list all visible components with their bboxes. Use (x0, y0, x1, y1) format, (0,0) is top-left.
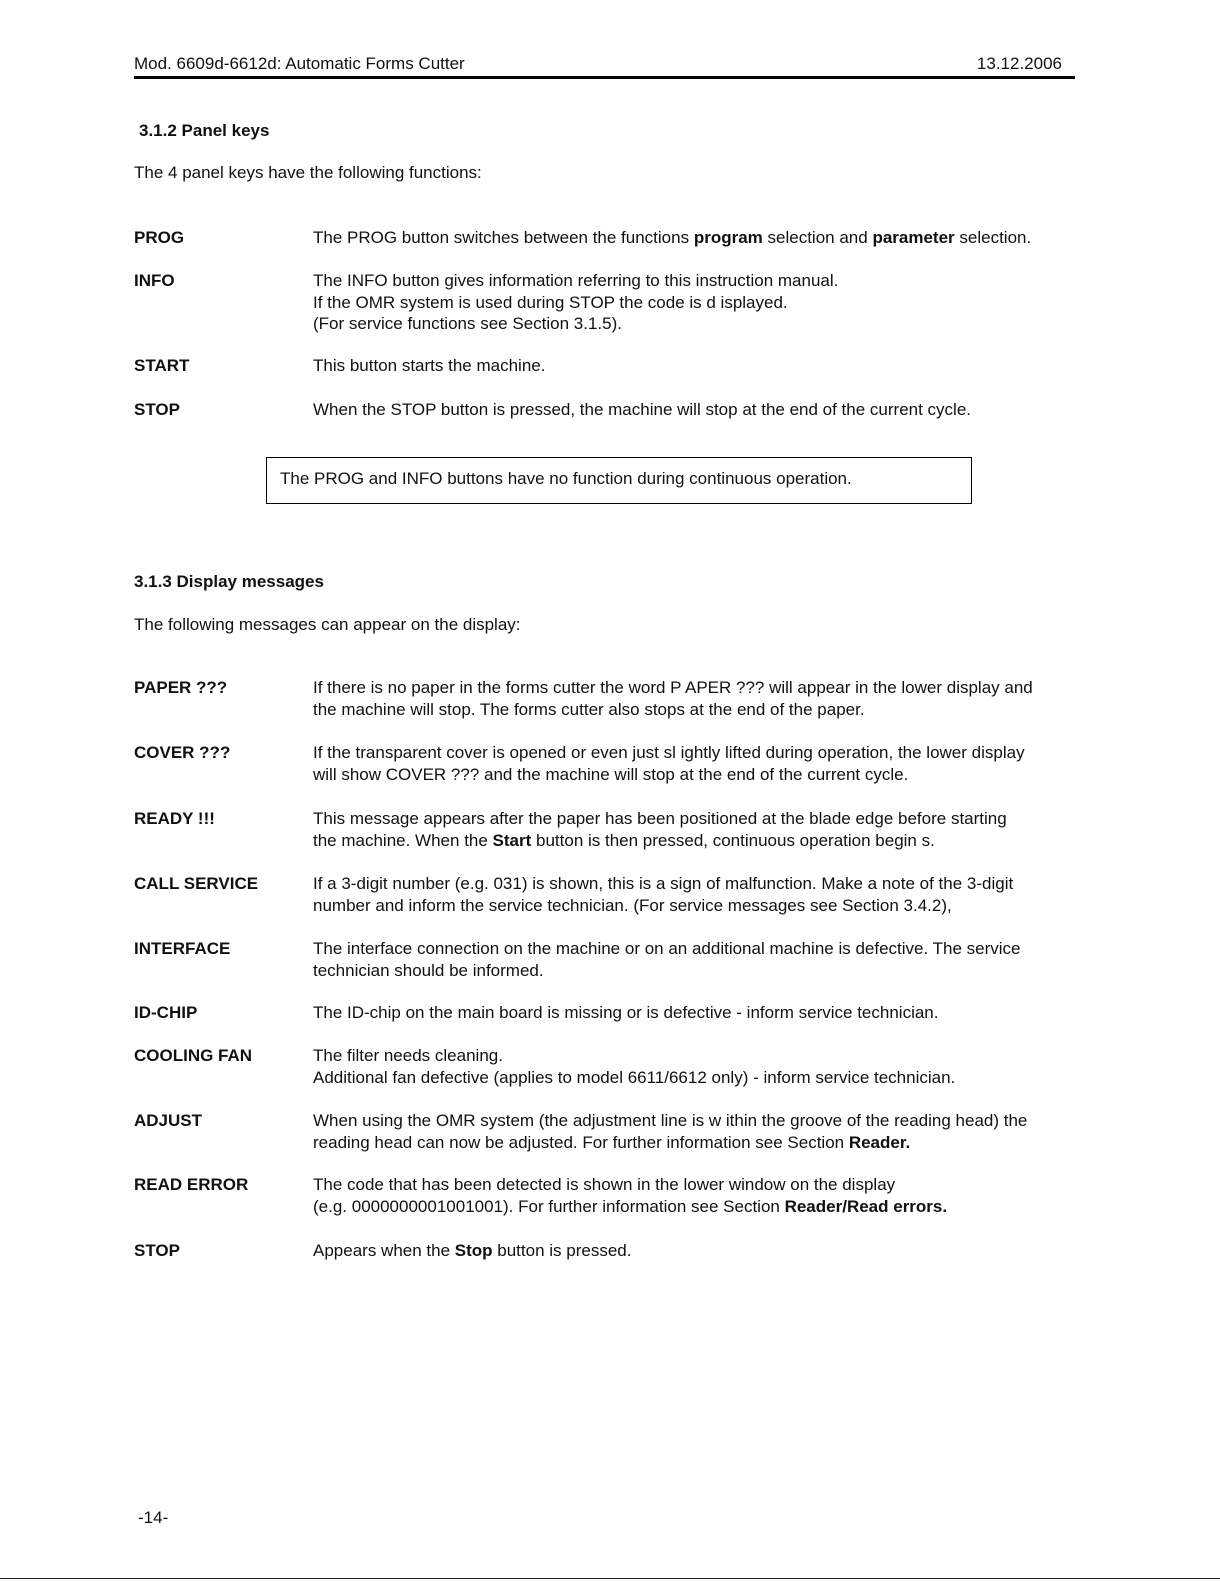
text-run: If the OMR system is used during STOP the code is d isplayed. (313, 292, 788, 312)
description-line (313, 1132, 1083, 1154)
description-line (313, 313, 1083, 335)
text-run: Appears when the (313, 1241, 455, 1260)
document-date: 13.12.2006 (976, 54, 1062, 73)
bold-term: Reader/Read errors. (784, 1196, 948, 1216)
description-line (313, 1067, 1083, 1089)
description-line (313, 399, 1083, 421)
text-run: selection and (762, 228, 873, 247)
text-run: The filter needs cleaning. (313, 1046, 503, 1065)
text-run: The PROG button switches between the functions (313, 228, 694, 247)
description-line (313, 1240, 1083, 1262)
bold-term: Start (492, 830, 532, 850)
text-run: The interface connection on the machine or on an additional machine is defective. The service (313, 939, 1021, 958)
display-message-description (313, 1110, 1083, 1153)
note-text: The PROG and INFO buttons have no function during continuous operation. (280, 469, 852, 488)
text-run: This button starts the machine. (313, 356, 546, 375)
text-run: Additional fan defective (applies to model 6611/6612 only) - inform service technician. (313, 1067, 956, 1087)
display-message-key: CALL SERVICE (134, 874, 259, 893)
display-message-description (313, 1045, 1083, 1088)
text-run: (For service functions see Section 3.1.5). (313, 314, 622, 333)
section-heading-display-messages: 3.1.3 Display messages (134, 572, 324, 591)
description-line (313, 808, 1083, 830)
panel-key-key: START (134, 356, 190, 375)
description-line (313, 1045, 1083, 1067)
display-message-key: READ ERROR (134, 1175, 249, 1194)
text-run: selection. (954, 228, 1032, 247)
document-title: Mod. 6609d-6612d: Automatic Forms Cutter (134, 54, 465, 73)
page-header (134, 53, 1075, 79)
display-message-description (313, 808, 1083, 851)
description-line (313, 1174, 1083, 1196)
section-heading-panel-keys: 3.1.2 Panel keys (139, 121, 270, 140)
description-line (313, 292, 1083, 314)
text-run: button is then pressed, continuous operation begin s. (531, 830, 935, 850)
panel-key-key: INFO (134, 271, 175, 290)
description-line (313, 742, 1083, 764)
display-message-description (313, 677, 1083, 720)
display-messages-intro: The following messages can appear on the display: (134, 615, 521, 634)
display-message-key: ADJUST (134, 1111, 203, 1130)
display-message-description (313, 1002, 1083, 1024)
panel-key-key: PROG (134, 228, 185, 247)
display-message-key: COVER ??? (134, 743, 231, 762)
text-run: the machine. When the (313, 830, 493, 850)
panel-key-description (313, 270, 1083, 335)
footer-rule (0, 1578, 1220, 1579)
text-run: The INFO button gives information referring to this instruction manual. (313, 271, 839, 290)
text-run: number and inform the service technician. (For service messages see Section 3.4.2), (313, 895, 952, 915)
text-run: button is pressed. (492, 1241, 632, 1260)
panel-key-description (313, 355, 1083, 377)
description-line (313, 960, 1083, 982)
display-message-key: READY !!! (134, 809, 215, 828)
bold-term: program (693, 228, 763, 247)
text-run: The code that has been detected is shown in the lower window on the display (313, 1175, 896, 1194)
display-message-key: ID-CHIP (134, 1003, 198, 1022)
description-line (313, 764, 1083, 786)
text-run: If the transparent cover is opened or even just sl ightly lifted during operation, the lower display (313, 743, 1025, 762)
description-line (313, 830, 1083, 852)
text-run: When the STOP button is pressed, the machine will stop at the end of the current cycle. (313, 400, 972, 419)
note-box (266, 457, 972, 504)
text-run: If a 3-digit number (e.g. 031) is shown, this is a sign of malfunction. Make a note of the 3-digit (313, 874, 1014, 893)
display-message-key: PAPER ??? (134, 678, 228, 697)
description-line (313, 699, 1083, 721)
panel-key-description (313, 227, 1083, 249)
description-line (313, 895, 1083, 917)
panel-key-key: STOP (134, 400, 180, 419)
text-run: technician should be informed. (313, 960, 544, 980)
display-message-description (313, 938, 1083, 981)
text-run: This message appears after the paper has been positioned at the blade edge before starting (313, 809, 1007, 828)
display-message-key: COOLING FAN (134, 1046, 253, 1065)
display-message-description (313, 742, 1083, 785)
text-run: When using the OMR system (the adjustment line is w ithin the groove of the reading head) the (313, 1111, 1028, 1130)
display-message-key: STOP (134, 1241, 180, 1260)
text-run: If there is no paper in the forms cutter the word P APER ??? will appear in the lower display and (313, 678, 1033, 697)
description-line (313, 1002, 1083, 1024)
description-line (313, 270, 1083, 292)
display-message-description (313, 873, 1083, 916)
display-message-description (313, 1174, 1083, 1217)
panel-keys-intro: The 4 panel keys have the following functions: (134, 163, 482, 182)
page-number: -14- (138, 1508, 169, 1527)
text-run: (e.g. 0000000001001001). For further information see Section (313, 1196, 785, 1216)
description-line (313, 1110, 1083, 1132)
description-line (313, 1196, 1083, 1218)
description-line (313, 355, 1083, 377)
display-message-key: INTERFACE (134, 939, 231, 958)
description-line (313, 227, 1083, 249)
text-run: The ID-chip on the main board is missing or is defective - inform service technician. (313, 1003, 939, 1022)
description-line (313, 938, 1083, 960)
text-run: reading head can now be adjusted. For further information see Section (313, 1132, 849, 1152)
description-line (313, 873, 1083, 895)
text-run: the machine will stop. The forms cutter also stops at the end of the paper. (313, 699, 865, 719)
display-message-description (313, 1240, 1083, 1262)
bold-term: Stop (454, 1241, 493, 1260)
description-line (313, 677, 1083, 699)
bold-term: parameter (872, 228, 955, 247)
text-run: will show COVER ??? and the machine will stop at the end of the current cycle. (313, 764, 909, 784)
bold-term: Reader. (848, 1132, 911, 1152)
panel-key-description (313, 399, 1083, 421)
